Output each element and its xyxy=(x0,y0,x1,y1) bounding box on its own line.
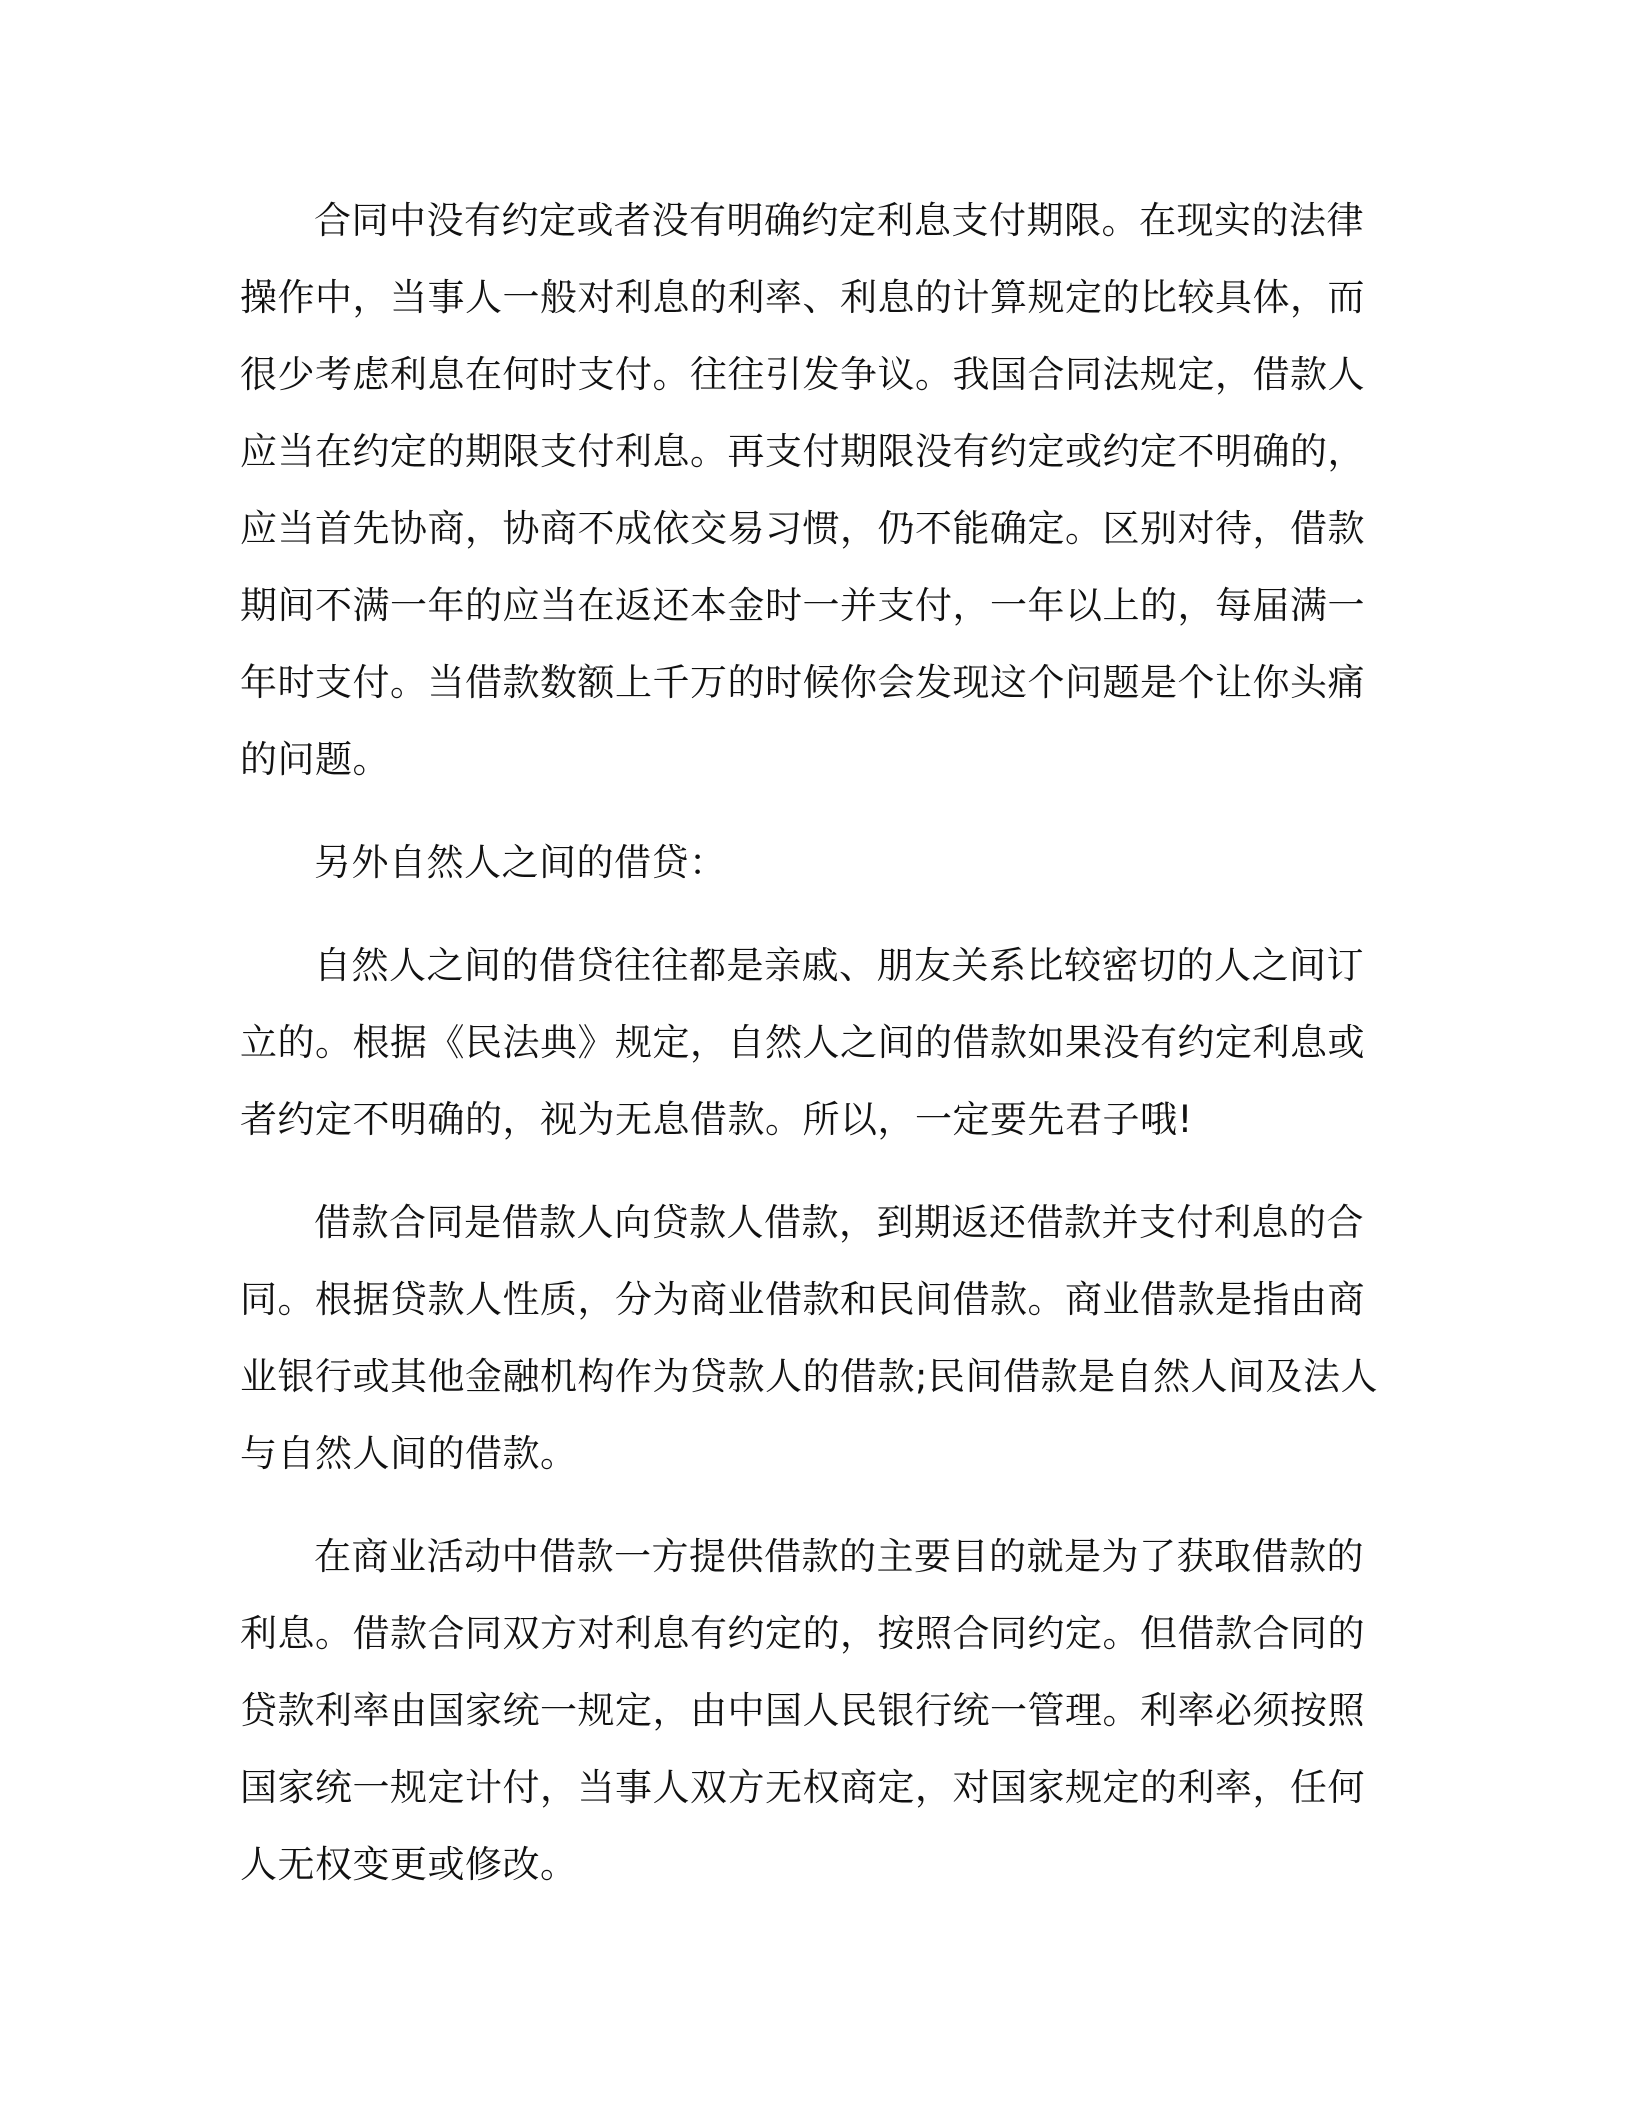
paragraph-natural-person-heading: 另外自然人之间的借贷： xyxy=(314,841,727,884)
paragraph-natural-person-lending: 自然人之间的借贷往往都是亲戚、朋友关系比较密切的人之间订立的。根据《民法典》规定，自然人之间的借款如果没有约定利息或者约定不明确的，视为无息借款。所以，一定要先君子哦! xyxy=(240,944,1365,1141)
paragraph-loan-contract-definition: 借款合同是借款人向贷款人借款，到期返还借款并支付利息的合同。根据贷款人性质，分为商业借款和民间借款。商业借款是指由商业银行或其他金融机构作为贷款人的借款;民间借款是自然人间及法人与自然人间的借款。 xyxy=(240,1201,1378,1475)
paragraph-commercial-interest-rate: 在商业活动中借款一方提供借款的主要目的就是为了获取借款的利息。借款合同双方对利息有约定的，按照合同约定。但借款合同的贷款利率由国家统一规定，由中国人民银行统一管理。利率必须按照国家统一规定计付，当事人双方无权商定，对国家规定的利率，任何人无权变更或修改。 xyxy=(240,1535,1365,1886)
paragraph-interest-payment-term: 合同中没有约定或者没有明确约定利息支付期限。在现实的法律操作中，当事人一般对利息的利率、利息的计算规定的比较具体，而很少考虑利息在何时支付。往往引发争议。我国合同法规定，借款人应当在约定的期限支付利息。再支付期限没有约定或约定不明确的，应当首先协商，协商不成依交易习惯，仍不能确定。区别对待，借款期间不满一年的应当在返还本金时一并支付，一年以上的，每届满一年时支付。当借款数额上千万的时候你会发现这个问题是个让你头痛的问题。 xyxy=(240,199,1365,781)
document-body xyxy=(240,182,1380,1903)
